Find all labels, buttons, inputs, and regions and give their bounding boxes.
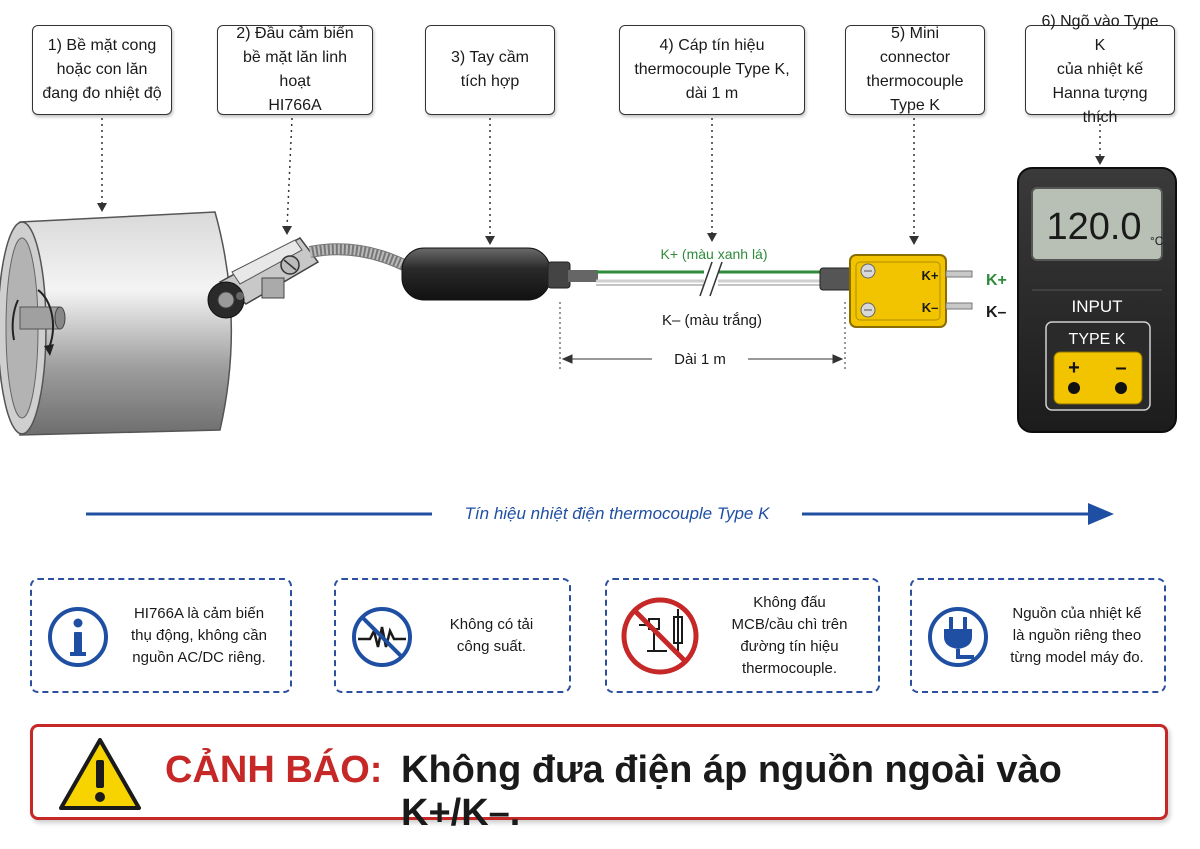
connector-out-minus: K– — [986, 304, 1007, 321]
thermocouple-cable — [596, 262, 852, 296]
callout-meter-input: 6) Ngõ vào Type K của nhiệt kế Hanna tượng thích — [1025, 25, 1175, 115]
callout-surface: 1) Bề mặt cong hoặc con lăn đang đo nhiệt độ — [32, 25, 172, 115]
info-text-meter-power: Nguồn của nhiệt kế là nguồn riêng theo từng model máy đo. — [1010, 604, 1144, 666]
connector-out-plus: K+ — [986, 272, 1007, 289]
meter-reading: 120.0 — [1046, 206, 1142, 248]
callout-sensor-head: 2) Đầu cảm biến bề mặt lăn linh hoạt HI766A — [217, 25, 373, 115]
no-power-load-icon — [350, 605, 414, 669]
cable-length-label: Dài 1 m — [674, 351, 726, 368]
info-text-no-load: Không có tải công suất. — [449, 615, 534, 655]
info-text-no-breaker: Không đấu MCB/cầu chì trên đường tín hiệu thermocouple. — [731, 593, 848, 677]
signal-flow-label: Tín hiệu nhiệt điện thermocouple Type K — [464, 504, 770, 523]
info-box-meter-power — [910, 578, 1166, 693]
warning-message: Không đưa điện áp nguồn ngoài vào K+/K–. — [401, 749, 1062, 834]
info-box-no-load — [334, 578, 571, 693]
k-plus-wire-label: K+ (màu xanh lá) — [660, 246, 768, 262]
meter-input-label: INPUT — [1071, 297, 1123, 316]
no-breaker-icon — [619, 595, 701, 677]
warning-title: CẢNH BÁO: — [165, 749, 383, 791]
connector-pin-minus: K– — [921, 300, 939, 315]
k-minus-wire-label: K– (màu trắng) — [661, 312, 763, 329]
info-box-passive — [30, 578, 292, 693]
handle — [402, 248, 598, 300]
callout-connector: 5) Mini connector thermocouple Type K — [845, 25, 985, 115]
leader-arrowheads — [97, 156, 1105, 245]
callout-handle: 3) Tay cầm tích hợp — [425, 25, 555, 115]
info-box-no-breaker — [605, 578, 880, 693]
warning-banner — [30, 724, 1168, 834]
connector-pin-plus: K+ — [921, 268, 939, 283]
warning-triangle-icon — [57, 736, 143, 812]
meter-type-label: TYPE K — [1068, 331, 1126, 348]
callout-cable: 4) Cáp tín hiệu thermocouple Type K, dài 1 m — [619, 25, 805, 115]
leader-lines — [102, 118, 1100, 238]
info-text-passive: HI766A là cảm biến thụ động, không cần nguồn AC/DC riêng. — [131, 604, 267, 666]
info-icon — [46, 605, 110, 669]
meter-plus-terminal: + — [1068, 357, 1080, 379]
roller-drum — [0, 212, 231, 435]
mini-connector — [850, 255, 972, 327]
power-plug-icon — [926, 605, 990, 669]
meter-minus-terminal: – — [1115, 357, 1127, 379]
leader-line-2 — [287, 118, 292, 228]
meter-unit: °C — [1150, 234, 1164, 248]
